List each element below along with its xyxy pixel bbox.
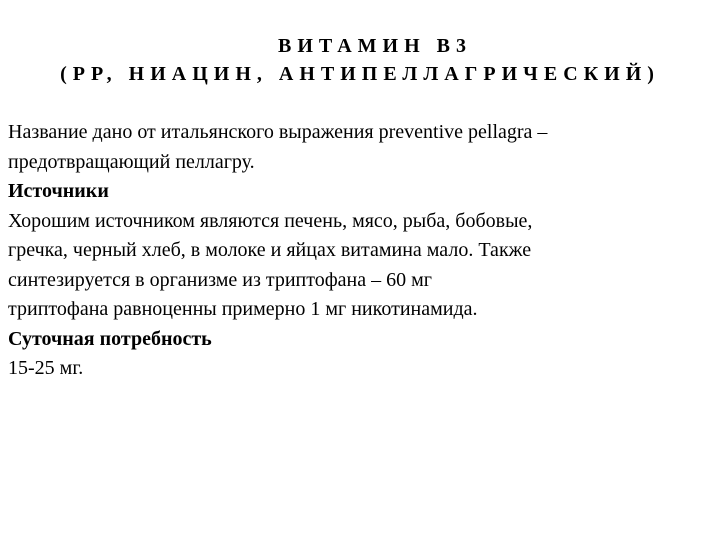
title-line-synonyms: (РР, НИАЦИН, АНТИПЕЛЛАГРИЧЕСКИЙ) [60, 63, 660, 85]
daily-requirement-heading: Суточная потребность [8, 327, 212, 350]
slide-body [8, 118, 712, 384]
slide-title [0, 32, 720, 88]
daily-requirement-value: 15-25 мг. [8, 357, 84, 379]
sources-line: синтезируется в организме из триптофана – 60 мг [8, 268, 432, 291]
intro-line: предотвращающий пеллагру. [8, 150, 255, 173]
intro-line: Название дано от итальянского выражения preventive pellagra – [8, 121, 548, 143]
title-line-vitamin: ВИТАМИН В3 [277, 35, 472, 57]
sources-line: триптофана равноценны примерно 1 мг никотинамида. [8, 298, 478, 320]
sources-line: гречка, черный хлеб, в молоке и яйцах витамина мало. Также [8, 239, 532, 261]
sources-line: Хорошим источником являются печень, мясо, рыба, бобовые, [8, 209, 533, 232]
sources-heading: Источники [8, 180, 109, 202]
